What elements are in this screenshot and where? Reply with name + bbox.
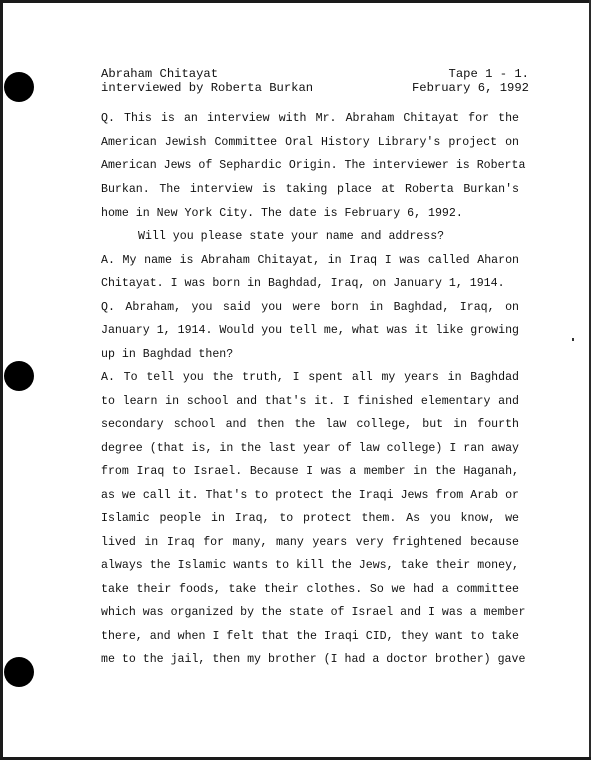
transcript-line: to learn in school and that's it. I finished elementary and (101, 395, 519, 408)
transcript-line: home in New York City. The date is February 6, 1992. (101, 207, 463, 220)
transcript-line: always the Islamic wants to kill the Jews, take their money, (101, 559, 519, 572)
interviewer-line: interviewed by Roberta Burkan (101, 81, 314, 95)
transcript-line: Q. This is an interview with Mr. Abraham Chitayat for the (101, 112, 519, 125)
scan-border-top (0, 0, 591, 3)
transcript-line: from Iraq to Israel. Because I was a member in the Haganah, (101, 465, 519, 478)
transcript-line: January 1, 1914. Would you tell me, what was it like growing (101, 324, 519, 337)
transcript-line: American Jewish Committee Oral History Library's project on (101, 136, 519, 149)
transcript-line: take their foods, take their clothes. So we had a committee (101, 583, 519, 596)
punch-hole-bottom (4, 657, 34, 687)
transcript-line: American Jews of Sephardic Origin. The interviewer is Roberta (101, 159, 526, 172)
transcript-line: secondary school and then the law college, but in fourth (101, 418, 519, 431)
scan-border-left (0, 0, 3, 760)
transcript-line: which was organized by the state of Israel and I was a member (101, 606, 526, 619)
punch-hole-top (4, 72, 34, 102)
transcript-line: A. To tell you the truth, I spent all my years in Baghdad (101, 371, 519, 384)
transcript-line: lived in Iraq for many, many years very frightened because (101, 536, 519, 549)
transcript-line: as we call it. That's to protect the Iraqi Jews from Arab or (101, 489, 519, 502)
interview-date: February 6, 1992 (411, 81, 529, 95)
punch-hole-middle (4, 361, 34, 391)
header-right (412, 67, 529, 95)
transcript-line: me to the jail, then my brother (I had a doctor brother) gave (101, 653, 526, 666)
header-left (101, 67, 313, 95)
transcript-line: Burkan. The interview is taking place at Roberta Burkan's (101, 183, 519, 196)
transcript-line: Will you please state your name and address? (138, 230, 445, 243)
tape-label: Tape 1 - 1. (448, 67, 529, 81)
interviewee-name: Abraham Chitayat (101, 67, 219, 81)
transcript-line: Chitayat. I was born in Baghdad, Iraq, on January 1, 1914. (101, 277, 505, 290)
transcript-line: there, and when I felt that the Iraqi CID, they want to take (101, 630, 519, 643)
transcript-line: up in Baghdad then? (101, 348, 234, 361)
transcript-line: degree (that is, in the last year of law college) I ran away (101, 442, 519, 455)
transcript-line: Islamic people in Iraq, to protect them. As you know, we (101, 512, 519, 525)
transcript-line: Q. Abraham, you said you were born in Baghdad, Iraq, on (101, 301, 519, 314)
scan-speck (572, 338, 574, 341)
transcript-line: A. My name is Abraham Chitayat, in Iraq I was called Aharon (101, 254, 519, 267)
